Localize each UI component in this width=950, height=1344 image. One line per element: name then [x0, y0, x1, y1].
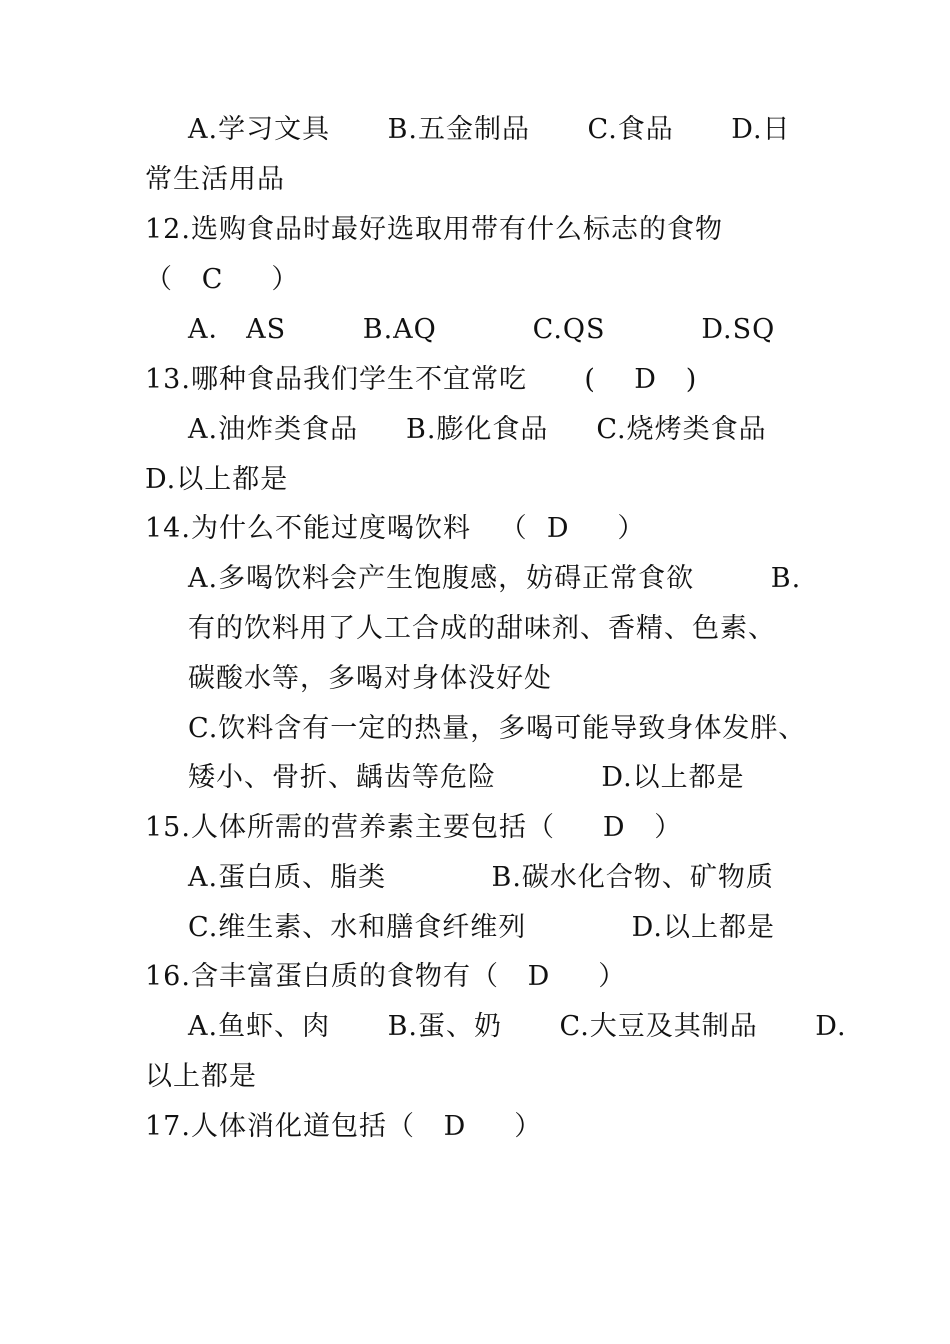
question-17: 17.人体消化道包括（ D ）: [145, 1111, 543, 1142]
q16-options-continued: 以上都是: [145, 1061, 257, 1092]
q14-option-c: C.饮料含有一定的热量，多喝可能导致身体发胖、: [188, 713, 807, 744]
q13-options-continued: D.以上都是: [145, 464, 289, 495]
q15-options-ab: A.蛋白质、脂类 B.碳水化合物、矿物质: [188, 862, 774, 893]
question-14: 14.为什么不能过度喝饮料 （ D ）: [145, 513, 646, 544]
q11-options-continued: 常生活用品: [145, 164, 285, 195]
q12-answer: （ C ）: [145, 264, 300, 295]
question-16: 16.含丰富蛋白质的食物有（ D ）: [145, 961, 627, 992]
q14-option-c-d: 矮小、骨折、龋齿等危险 D.以上都是: [188, 762, 745, 793]
q16-options: A.鱼虾、肉 B.蛋、奶 C.大豆及其制品 D.: [188, 1011, 847, 1042]
q15-options-cd: C.维生素、水和膳食纤维列 D.以上都是: [188, 912, 775, 943]
q12-options: A． AS B.AQ C.QS D.SQ: [188, 314, 776, 345]
q14-option-a: A.多喝饮料会产生饱腹感，妨碍正常食欲 B.: [188, 563, 802, 594]
question-12: 12.选购食品时最好选取用带有什么标志的食物: [145, 214, 723, 245]
q14-option-b-continued: 碳酸水等，多喝对身体没好处: [188, 663, 552, 694]
q11-options-line: A.学习文具 B.五金制品 C.食品 D.日: [188, 114, 791, 145]
q14-option-b: 有的饮料用了人工合成的甜味剂、香精、色素、: [188, 613, 776, 644]
question-15: 15.人体所需的营养素主要包括（ D ）: [145, 812, 683, 843]
question-13: 13.哪种食品我们学生不宜常吃 ( D ): [145, 364, 698, 395]
q13-options: A.油炸类食品 B.膨化食品 C.烧烤类食品: [188, 414, 767, 445]
